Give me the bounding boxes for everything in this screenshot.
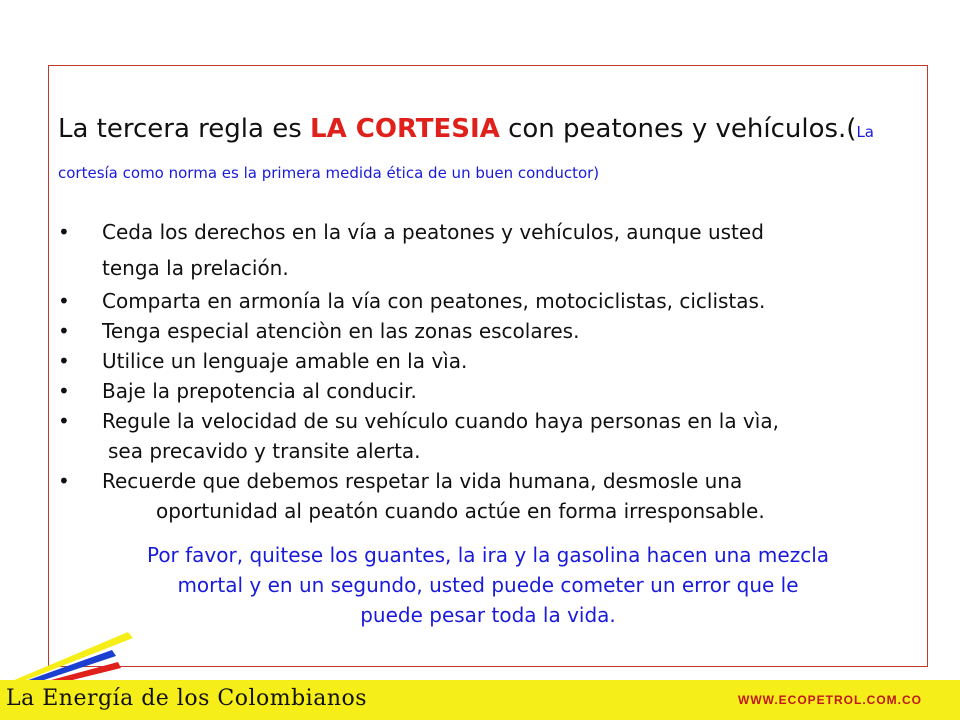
bullet-icon: •: [58, 409, 70, 433]
bullet-icon: •: [58, 220, 70, 244]
footer-slogan: La Energía de los Colombianos: [6, 686, 368, 711]
bullet-list: [58, 214, 918, 526]
list-item: [58, 406, 918, 466]
list-item-text: Comparta en armonía la vía con peatones, motociclistas, ciclistas.: [102, 289, 766, 313]
list-item-text: Regule la velocidad de su vehículo cuando haya personas en la vìa,: [102, 409, 779, 433]
slide-headline: [58, 110, 918, 192]
list-item-text: Baje la prepotencia al conducir.: [102, 379, 417, 403]
list-item-text-cont: oportunidad al peatón cuando actúe en forma irresponsable.: [156, 499, 765, 523]
list-item-text: Tenga especial atenciòn en las zonas escolares.: [102, 319, 580, 343]
list-item: [58, 346, 918, 376]
bullet-icon: •: [58, 319, 70, 343]
closing-line-3: puede pesar toda la vida.: [360, 603, 616, 627]
list-item: [58, 376, 918, 406]
list-item: [58, 316, 918, 346]
list-item: [58, 286, 918, 316]
list-item-text: Ceda los derechos en la vía a peatones y vehículos, aunque usted: [102, 220, 764, 244]
bullet-icon: •: [58, 289, 70, 313]
list-item-text-cont: tenga la prelación.: [102, 256, 289, 280]
list-item: [58, 214, 918, 286]
list-item-text-cont: sea precavido y transite alerta.: [108, 439, 421, 463]
closing-message: [58, 540, 918, 630]
headline-prefix: La tercera regla es: [58, 114, 311, 144]
bullet-icon: •: [58, 349, 70, 373]
headline-suffix: con peatones y vehículos.(: [499, 114, 857, 144]
bullet-icon: •: [58, 469, 70, 493]
closing-line-2: mortal y en un segundo, usted puede cometer un error que le: [177, 573, 799, 597]
footer-website: WWW.ECOPETROL.COM.CO: [738, 693, 922, 707]
headline-note: La cortesía como norma es la primera medida ética de un buen conductor): [58, 123, 874, 182]
closing-line-1: Por favor, quitese los guantes, la ira y la gasolina hacen una mezcla: [146, 543, 830, 567]
bullet-icon: •: [58, 379, 70, 403]
list-item-text: Utilice un lenguaje amable en la vìa.: [102, 349, 468, 373]
headline-emphasis: LA CORTESIA: [310, 114, 500, 144]
list-item: [58, 466, 918, 526]
list-item-text: Recuerde que debemos respetar la vida humana, desmosle una: [102, 469, 743, 493]
